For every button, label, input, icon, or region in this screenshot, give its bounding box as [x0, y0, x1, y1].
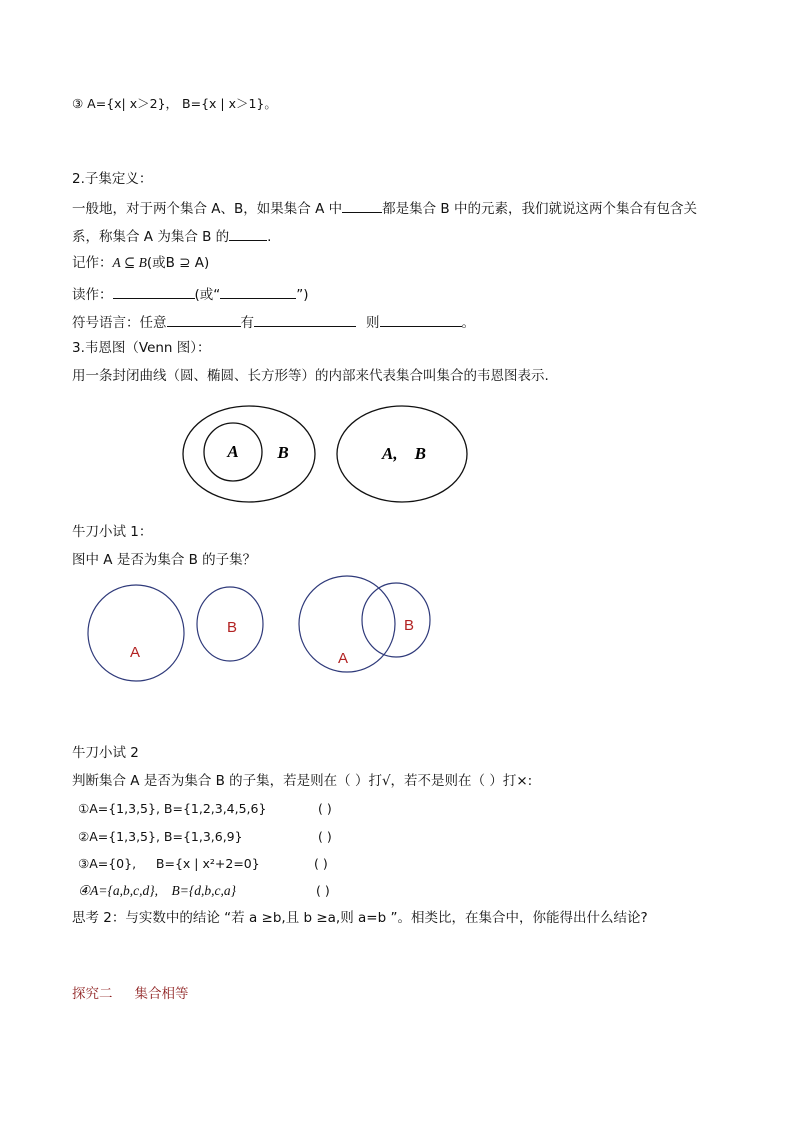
notation-alt: (或B ⊇ A)	[146, 255, 210, 271]
quiz1-label-a-overlap: A	[337, 650, 349, 667]
quiz1-label-b-overlap: B	[403, 617, 415, 634]
quiz2-item-2: ②A={1,3,5}, B={1,3,6,9}	[78, 829, 243, 844]
subset-definition-title: 2.子集定义：	[72, 171, 153, 187]
quiz2-answer-4[interactable]: ( )	[316, 883, 330, 898]
example-3: ③ A={x| x＞2}， B={x | x＞1}。	[72, 96, 277, 111]
quiz1-label-a-separate: A	[129, 644, 141, 661]
notation-label: 记作：	[72, 255, 113, 271]
section-heading-label: 探究二	[72, 986, 113, 1002]
venn1-label-a: A	[227, 442, 239, 461]
symbolic-then: 则	[366, 315, 380, 331]
venn-title: 3.韦恩图（Venn 图）：	[72, 340, 211, 356]
symbolic-have: 有	[240, 315, 254, 331]
quiz1-circle-b-overlap	[362, 583, 430, 657]
definition-text-c: 系，称集合 A 为集合 B 的	[72, 229, 230, 245]
reading-alt-open: (或“	[194, 287, 221, 303]
reading-label: 读作：	[72, 287, 113, 303]
quiz2-item-3: ③A={0}, B={x | x²+2=0}	[78, 856, 260, 871]
quiz2-title: 牛刀小试 2	[72, 745, 139, 761]
quiz1-circle-a-separate	[88, 585, 184, 681]
quiz2-answer-3[interactable]: ( )	[314, 856, 328, 871]
definition-text-b: 都是集合 B 中的元素，我们就说这两个集合有包含关	[382, 201, 697, 217]
quiz1-label-b-separate: B	[226, 619, 238, 636]
symbolic-end: 。	[461, 315, 475, 331]
symbolic-label: 符号语言：任意	[72, 315, 167, 331]
definition-text-a: 一般地，对于两个集合 A、B，如果集合 A 中	[72, 201, 343, 217]
section-heading	[72, 985, 189, 1003]
definition-text-d: .	[267, 229, 272, 245]
quiz1-question: 图中 A 是否为集合 B 的子集？	[72, 552, 257, 568]
venn1-label-b: B	[277, 443, 289, 462]
quiz1-title: 牛刀小试 1：	[72, 524, 153, 540]
quiz2-answer-2[interactable]: ( )	[318, 829, 332, 844]
quiz2-item-1: ①A={1,3,5}, B={1,2,3,4,5,6}	[78, 801, 267, 816]
think-2: 思考 2：与实数中的结论 “若 a ≥b,且 b ≥a,则 a=b ”。相类比，在集合中，你能得出什么结论?	[72, 910, 648, 926]
venn1-outer-ellipse-b	[183, 406, 315, 502]
quiz2-answer-1[interactable]: ( )	[318, 801, 332, 816]
quiz2-item-4: ④A={a,b,c,d}, B={d,b,c,a}	[78, 883, 237, 898]
notation-formula: A ⊆ B	[112, 255, 147, 270]
venn-description: 用一条封闭曲线（圆、椭圆、长方形等）的内部来代表集合叫集合的韦恩图表示.	[72, 368, 549, 384]
reading-alt-close: ”)	[296, 287, 309, 303]
venn1-equal-label: A, B	[382, 444, 426, 463]
section-heading-title: 集合相等	[134, 986, 189, 1002]
quiz2-instruction: 判断集合 A 是否为集合 B 的子集，若是则在（ ）打√，若不是则在（ ）打×:	[72, 773, 533, 789]
